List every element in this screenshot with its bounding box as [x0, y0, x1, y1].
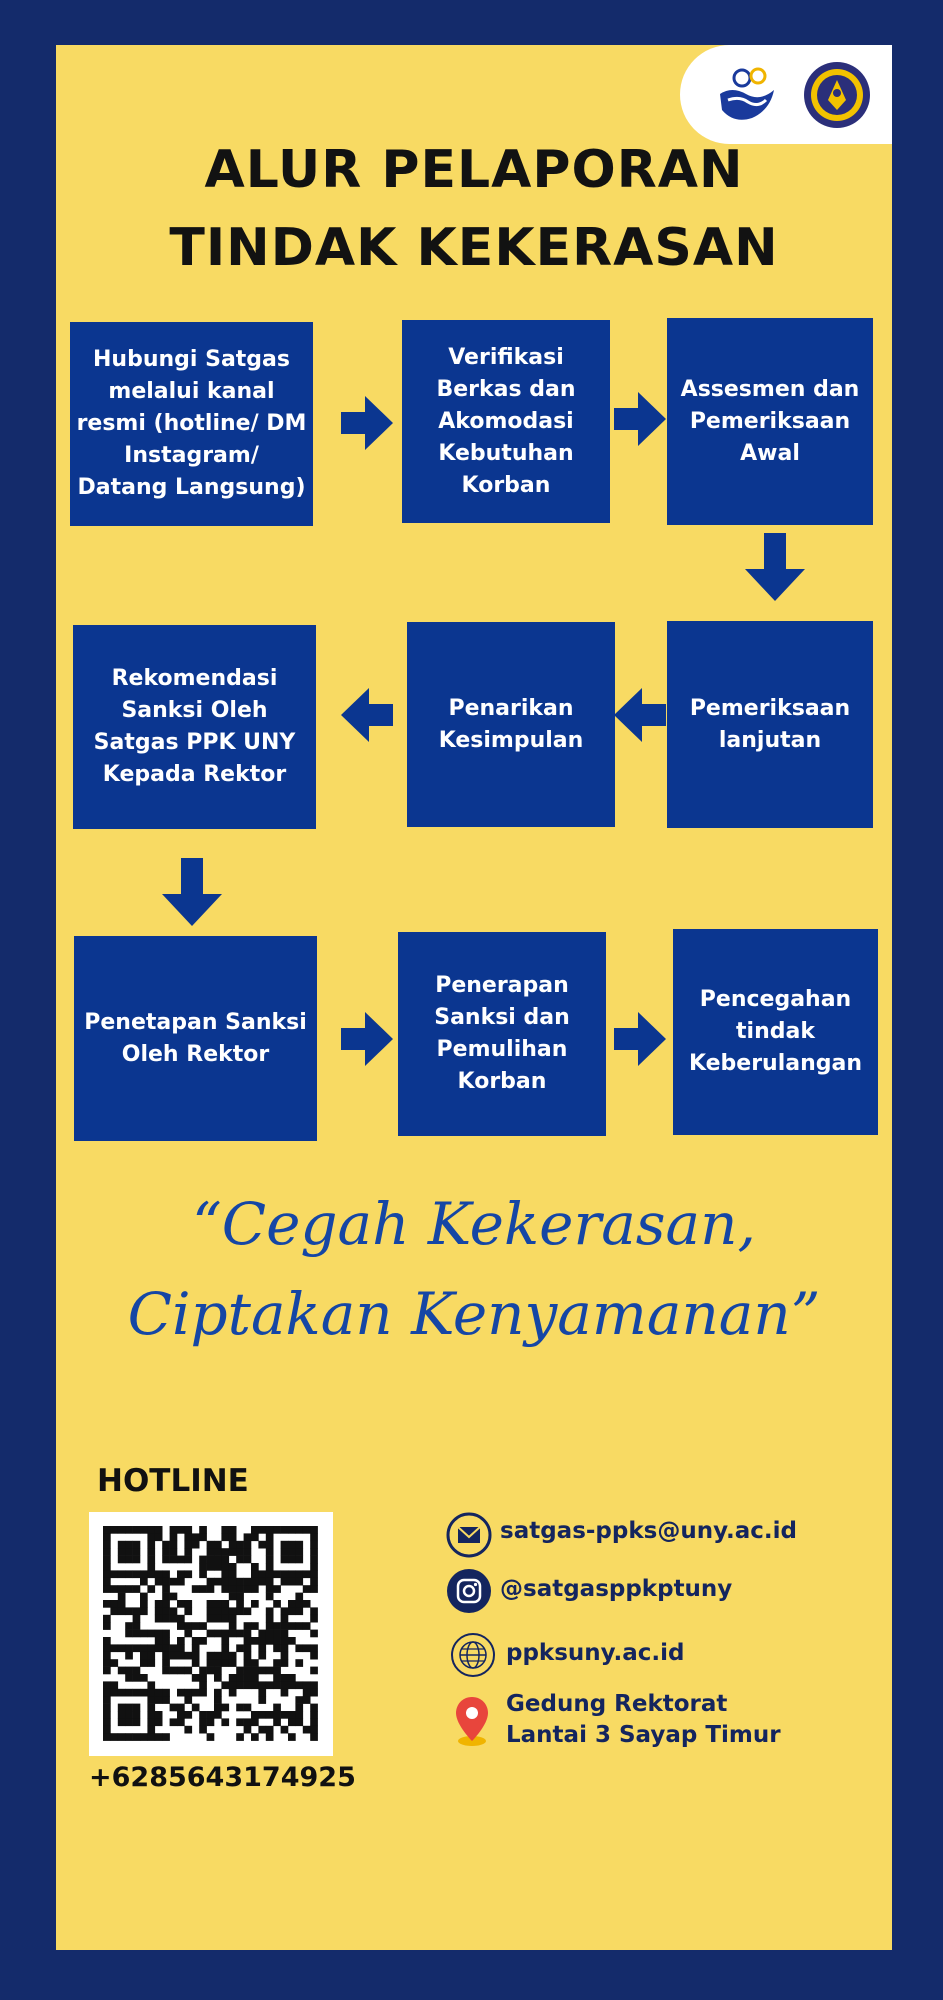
- page-title-line1: ALUR PELAPORAN: [204, 140, 744, 200]
- address-line2: Lantai 3 Sayap Timur: [506, 1722, 781, 1748]
- hotline-label: HOTLINE: [97, 1463, 249, 1499]
- step-prevention: Pencegahan tindak Keberulangan: [673, 929, 878, 1135]
- step-contact-satgas: Hubungi Satgas melalui kanal resmi (hotline/ DM Instagram/ Datang Langsung): [70, 322, 313, 526]
- arrow-left-icon: [614, 688, 666, 742]
- arrow-right-icon: [614, 392, 666, 446]
- step-further-examination: Pemeriksaan lanjutan: [667, 621, 873, 828]
- step-initial-assessment: Assesmen dan Pemeriksaan Awal: [667, 318, 873, 525]
- location-pin-icon: [452, 1695, 492, 1747]
- address: [506, 1689, 781, 1751]
- page-title-line2: TINDAK KEKERASAN: [169, 218, 779, 278]
- website-text[interactable]: ppksuny.ac.id: [506, 1640, 685, 1666]
- address-line1: Gedung Rektorat: [506, 1691, 728, 1717]
- arrow-down-icon: [745, 533, 805, 601]
- arrow-right-icon: [614, 1012, 666, 1066]
- email-text[interactable]: satgas-ppks@uny.ac.id: [500, 1518, 797, 1544]
- instagram-handle[interactable]: @satgasppkptuny: [500, 1576, 733, 1602]
- step-sanction-decision: Penetapan Sanksi Oleh Rektor: [74, 936, 317, 1141]
- step-sanction-implementation: Penerapan Sanksi dan Pemulihan Korban: [398, 932, 606, 1136]
- globe-icon: [450, 1632, 496, 1678]
- step-conclusion: Penarikan Kesimpulan: [407, 622, 615, 827]
- mail-icon: [446, 1512, 492, 1558]
- qr-code-icon: [89, 1512, 333, 1756]
- arrow-right-icon: [341, 396, 393, 450]
- hotline-phone: +6285643174925: [89, 1762, 356, 1793]
- step-sanction-recommendation: Rekomendasi Sanksi Oleh Satgas PPK UNY Kepada Rektor: [73, 625, 316, 829]
- arrow-down-icon: [162, 858, 222, 926]
- uny-seal-icon: [802, 60, 872, 130]
- arrow-right-icon: [341, 1012, 393, 1066]
- quote-line2: Ciptakan Kenyamanan”: [127, 1280, 821, 1348]
- ppk-logo-icon: [712, 60, 782, 130]
- instagram-icon: [446, 1568, 492, 1614]
- quote-line1: “Cegah Kekerasan,: [192, 1190, 756, 1258]
- step-verification: Verifikasi Berkas dan Akomodasi Kebutuhan Korban: [402, 320, 610, 523]
- arrow-left-icon: [341, 688, 393, 742]
